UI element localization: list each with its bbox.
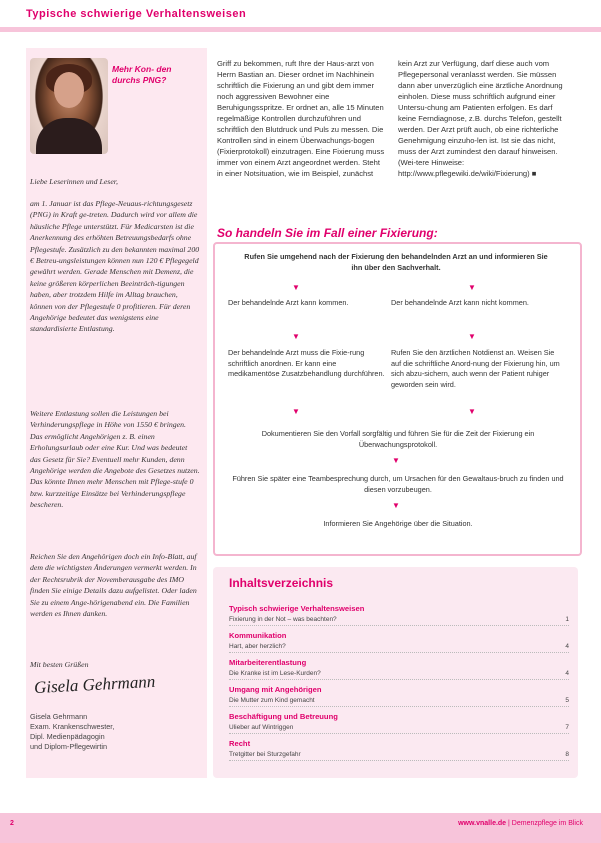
- step-doctor-cannot-come: Der behandelnde Arzt kann nicht kommen.: [391, 298, 529, 307]
- step-team-meeting: Führen Sie später eine Teambesprechung durch, um Ursachen für den Gewaltaus-bruch zu finden und diesen vorzubeugen.: [232, 474, 564, 494]
- footer-bar: [0, 813, 601, 843]
- toc-section: Typisch schwierige Verhaltensweisen: [229, 604, 365, 613]
- arrow-down-icon: ▼: [468, 407, 476, 416]
- arrow-down-icon: ▼: [292, 407, 300, 416]
- article-column-2: kein Arzt zur Verfügung, darf diese auch vom Pflegepersonal veranlasst werden. Sie müssen dann aber unverzüglich eine ärztliche Anordnung einholen. Diese muss schriftlich aufgrund einer Untersu-chung am Patienten erfolgen. Es darf keine Ferndiagnose, z.B. durchs Telefon, gestellt werden. Der Arzt prüft auch, ob eine richterliche Genehmigung einzuho-len ist. Ist sie das nicht, muss der Arzt zumindest den darauf hinweisen. (Wei-tere Hinweise: http://www.pflegewiki.de/wiki/Fixierung) ■: [398, 59, 563, 178]
- toc-entry[interactable]: Fixierung in der Not – was beachten? 1: [229, 616, 569, 626]
- step-document: Dokumentieren Sie den Vorfall sorgfältig und führen Sie für die Zeit der Fixierung ein Überwachungsprotokoll.: [261, 429, 535, 449]
- toc-section: Mitarbeiterentlastung: [229, 658, 307, 667]
- author-photo: [30, 58, 108, 154]
- editorial-paragraph-3: Reichen Sie den Angehörigen doch ein Info-Blatt, auf dem die wichtigsten Änderungen vermerkt werden. In der Rechtsrubrik der Novemberausgabe des IMO finden Sie einige Details dazu aufgelistet. Oder laden Sie zu einem Ange-hörigenabend ein. Die Familien werden es Ihnen danken.: [30, 552, 197, 619]
- toc-entry[interactable]: Ulieber auf Wintriggen 7: [229, 724, 569, 734]
- arrow-down-icon: ▼: [468, 332, 476, 341]
- toc-section: Umgang mit Angehörigen: [229, 685, 322, 694]
- toc-section: Beschäftigung und Betreuung: [229, 712, 338, 721]
- page-header: Typische schwierige Verhaltensweisen: [26, 8, 247, 20]
- toc-entry[interactable]: Die Kranke ist im Lese-Kurden? 4: [229, 670, 569, 680]
- arrow-down-icon: ▼: [292, 332, 300, 341]
- step-inform-relatives: Informieren Sie Angehörige über die Situation.: [323, 519, 473, 528]
- step-call-doctor: Rufen Sie umgehend nach der Fixierung den behandelnden Arzt an und informieren Sie ihn über den Sachverhalt.: [244, 252, 548, 272]
- header-rule: [0, 27, 601, 32]
- step-emergency-service: Rufen Sie den ärztlichen Notdienst an. Weisen Sie auf die schriftliche Anord-nung der Fixierung hin, um sich abzu-sichern, auch wenn der Patient ruhiger geworden sein wird.: [391, 348, 560, 389]
- signature: Gisela Gehrmann: [33, 671, 156, 698]
- toc-entry[interactable]: Tretgitter bei Sturzgefahr 8: [229, 751, 569, 761]
- procedure-box-title: So handeln Sie im Fall einer Fixierung:: [217, 226, 438, 240]
- toc-section: Kommunikation: [229, 631, 287, 640]
- article-column-1: Griff zu bekommen, ruft Ihre der Haus-arzt von Herrn Bastian an. Dieser ordnet im Nachhinein schriftlich die Fixierung an und gibt dem immer noch aggressiven Bewohner eine Beruhigungsspritze. Er ordnet an, alle 15 Minuten regelmäßige Kontrollen durchzuführen und schriftlich den Blutdruck und Puls zu messen. Die Kontrollen sind in einem Überwachungs-bogen (Fixierprotokoll) einzutragen. Eine Fixierung muss immer von einem Arzt angeordnet werden. Steht in einer Notsituation, wie im Beispiel, zunächst: [217, 59, 385, 178]
- step-written-order: Der behandelnde Arzt muss die Fixie-rung schriftlich anordnen. Er kann eine medikamentöse Zusatzbehandlung durchführen.: [228, 348, 385, 378]
- footer-text: www.vnalle.de | Demenzpflege im Blick: [458, 820, 583, 827]
- arrow-down-icon: ▼: [392, 456, 400, 465]
- toc-entry[interactable]: Hart, aber herzlich? 4: [229, 643, 569, 653]
- page-number: 2: [10, 820, 14, 827]
- author-credentials: Gisela Gehrmann Exam. Krankenschwester, Dipl. Medienpädagogin und Diplom-Pflegewirtin: [30, 712, 115, 751]
- arrow-down-icon: ▼: [392, 501, 400, 510]
- step-doctor-can-come: Der behandelnde Arzt kann kommen.: [228, 298, 349, 307]
- editorial-paragraph-1: am 1. Januar ist das Pflege-Neuaus-richtungsgesetz (PNG) in Kraft ge-treten. Dadurch wird vor allem die häusliche Pflege unterstützt. Für Medicarsten ist die Anerkennung des erhöhten Betreuungsbedarfs ohne Pflegestufe. Zusätzlich zu den bekannten maximal 200 € Betreu-ungsleistungen können nun 120 € Pflegegeld gewährt werden. Gerade Menschen mit Demenz, die keine größeren körperlichen Beeinträch-tigungen haben, aber trotzdem Hilfe im Alltag brauchen, können von der Pflegestufe 0 profitieren. Für deren Angehörige bedeutet das wenigstens eine standardisierte Entlastung.: [30, 199, 200, 334]
- editorial-closing: Mit besten Grüßen: [30, 660, 89, 669]
- editorial-lead: Mehr Kon- den durchs PNG?: [112, 64, 172, 85]
- arrow-down-icon: ▼: [468, 283, 476, 292]
- editorial-paragraph-2: Weitere Entlastung sollen die Leistungen bei Verhinderungspflege in Höhe von 1550 € bringen. Das ermöglicht Angehörigen z. B. einen Erholungsurlaub oder eine Kur. Und was bedeutet das Gesetz für Sie? Eventuell mehr Kunden, denn Angehörige werden die Angebote des Gesetzes nutzen. Das könnte Ihnen mehr Menschen mit Pflege-stufe 0 bzw. kurzzeitige Einsätze bei Verhinderungspflege bescheren.: [30, 409, 200, 510]
- toc-section: Recht: [229, 739, 251, 748]
- toc-title: Inhaltsverzeichnis: [229, 576, 334, 590]
- arrow-down-icon: ▼: [292, 283, 300, 292]
- toc-entry[interactable]: Die Mutter zum Kind gemacht 5: [229, 697, 569, 707]
- editorial-greeting: Liebe Leserinnen und Leser,: [30, 177, 118, 186]
